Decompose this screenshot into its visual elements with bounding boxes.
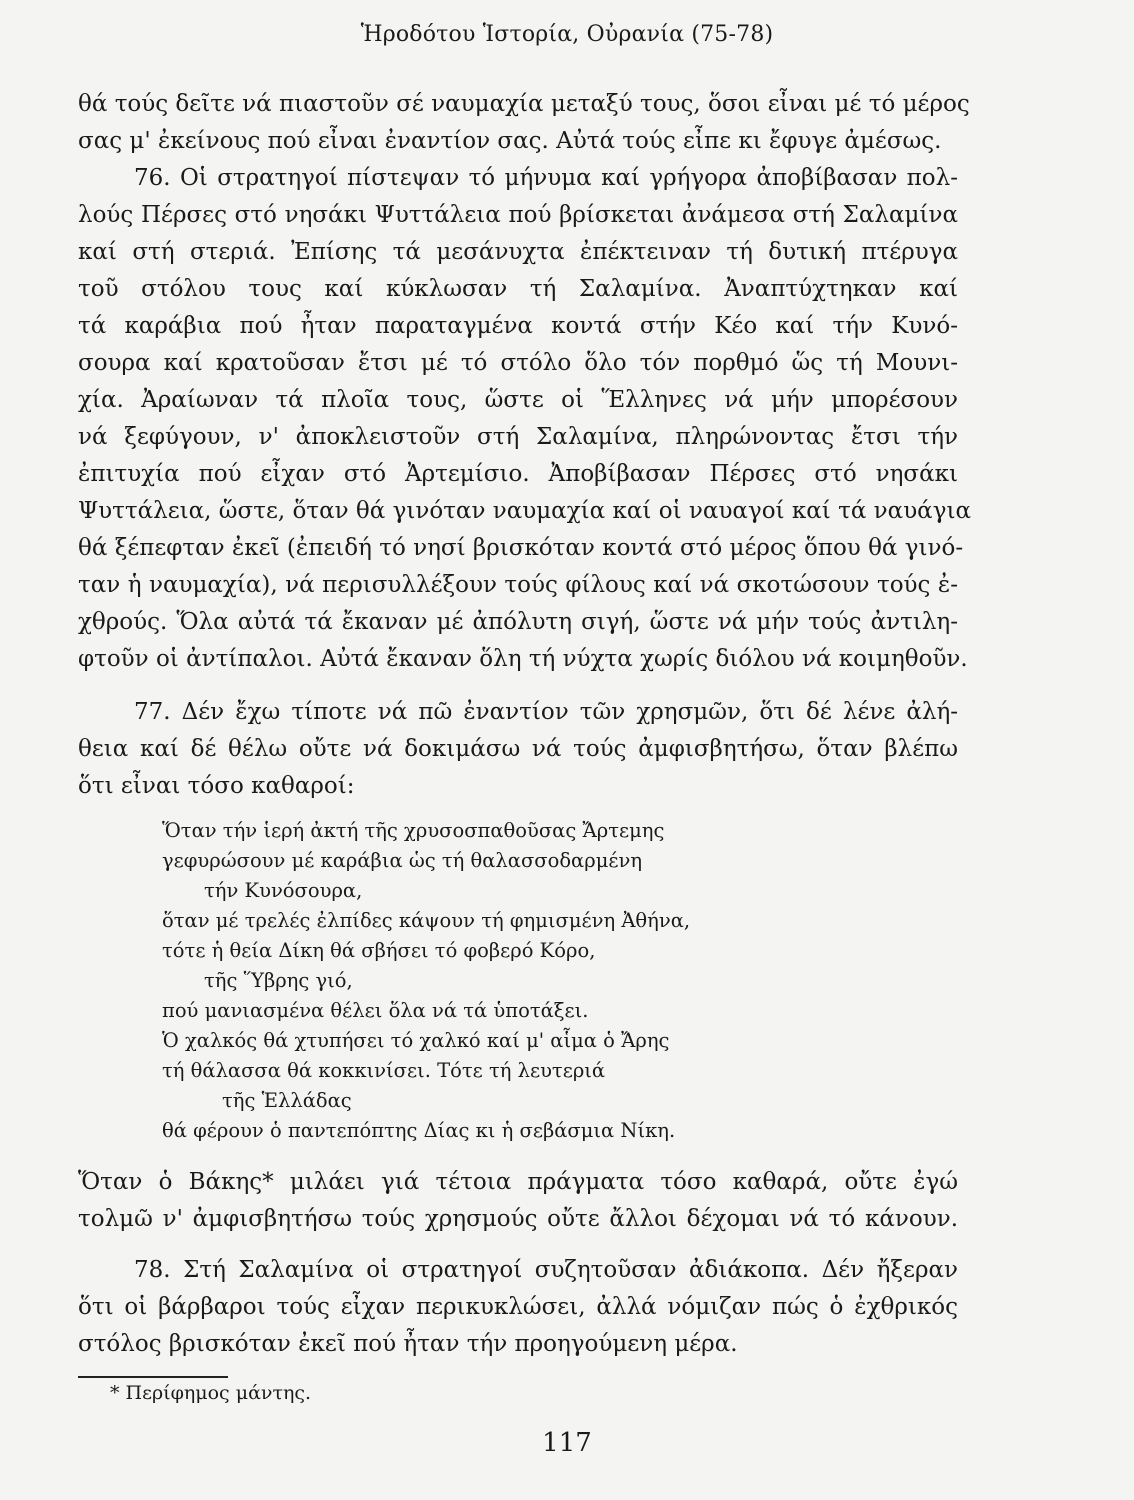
section-78 [78,1252,958,1363]
section-77 [78,694,958,805]
text-line: ὅτι εἶναι τόσο καθαροί: [78,773,355,799]
poem-line: Ὁ χαλκός θά χτυπήσει τό χαλκό καί μ' αἷμα ὁ Ἄρης [162,1029,670,1052]
text-line: ὅτι οἱ βάρβαροι τούς εἶχαν περικυκλώσει, ἀλλά νόμιζαν πώς ὁ ἐχθρικός [78,1294,958,1320]
section-76 [78,160,972,678]
text-line: χία. Ἀραίωναν τά πλοῖα τους, ὥστε οἱ Ἕλληνες νά μήν μπορέσουν [78,387,958,413]
text-line: στόλος βρισκόταν ἐκεῖ πού ἦταν τήν προηγούμενη μέρα. [78,1331,738,1357]
poem-line: τῆς Ἑλλάδας [222,1089,352,1112]
text-line: θεια καί δέ θέλω οὔτε νά δοκιμάσω νά τούς ἀμφισβητήσω, ὅταν βλέπω [78,736,958,762]
text-line: τολμῶ ν' ἀμφισβητήσω τούς χρησμούς οὔτε ἄλλοι δέχομαι νά τό κάνουν. [78,1206,958,1232]
text-line: καί στή στεριά. Ἐπίσης τά μεσάνυχτα ἐπέκτειναν τή δυτική πτέρυγα [78,239,958,265]
paragraph-continuation [78,86,970,160]
text-line: θά ξέπεφταν ἐκεῖ (ἐπειδή τό νησί βρισκόταν κοντά στό μέρος ὅπου θά γινό- [78,535,964,561]
text-line: 78. Στή Σαλαμίνα οἱ στρατηγοί συζητοῦσαν ἀδιάκοπα. Δέν ἤξεραν [134,1257,958,1283]
text-line: ταν ἡ ναυμαχία), νά περισυλλέξουν τούς φίλους καί νά σκοτώσουν τούς ἐ- [78,572,958,598]
running-header: Ἡροδότου Ἱστορία, Οὐρανία (75-78) [360,22,774,47]
text-line: 77. Δέν ἔχω τίποτε νά πῶ ἐναντίον τῶν χρησμῶν, ὅτι δέ λένε ἀλή- [134,699,958,725]
poem-line: τή θάλασσα θά κοκκινίσει. Τότε τή λευτεριά [162,1059,606,1082]
text-line: χθρούς. Ὅλα αὐτά τά ἔκαναν μέ ἀπόλυτη σιγή, ὥστε νά μήν τούς ἀντιλη- [78,609,958,635]
text-line: φτοῦν οἱ ἀντίπαλοι. Αὐτά ἔκαναν ὅλη τή νύχτα χωρίς διόλου νά κοιμηθοῦν. [78,646,968,672]
poem-line: τῆς Ὕβρης γιό, [204,969,353,992]
poem-line: θά φέρουν ὁ παντεπόπτης Δίας κι ἡ σεβάσμια Νίκη. [162,1119,676,1142]
footnote-rule [78,1376,228,1378]
paragraph-after-poem [78,1164,958,1238]
poem-line: Ὅταν τήν ἱερή ἀκτή τῆς χρυσοσπαθοῦσας Ἄρτεμης [162,819,665,842]
text-line: σας μ' ἐκείνους πού εἶναι ἐναντίον σας. Αὐτά τούς εἶπε κι ἔφυγε ἀμέσως. [78,128,942,154]
text-line: τοῦ στόλου τους καί κύκλωσαν τή Σαλαμίνα. Ἀναπτύχτηκαν καί [78,276,958,302]
poem-line: γεφυρώσουν μέ καράβια ὡς τή θαλασσοδαρμένη [162,849,643,872]
text-line: λούς Πέρσες στό νησάκι Ψυττάλεια πού βρίσκεται ἀνάμεσα στή Σαλαμίνα [78,202,958,228]
text-line: σουρα καί κρατοῦσαν ἔτσι μέ τό στόλο ὅλο τόν πορθμό ὥς τή Μουνι- [78,350,958,376]
text-line: ἐπιτυχία πού εἶχαν στό Ἀρτεμίσιο. Ἀποβίβασαν Πέρσες στό νησάκι [78,461,958,487]
footnote: * Περίφημος μάντης. [110,1382,312,1404]
text-line: Ψυττάλεια, ὥστε, ὅταν θά γινόταν ναυμαχία καί οἱ ναυαγοί καί τά ναυάγια [78,498,972,524]
page-number: 117 [542,1428,592,1458]
text-line: 76. Οἱ στρατηγοί πίστεψαν τό μήνυμα καί γρήγορα ἀποβίβασαν πολ- [134,165,958,191]
text-line: Ὅταν ὁ Βάκης* μιλάει γιά τέτοια πράγματα τόσο καθαρά, οὔτε ἐγώ [78,1169,958,1195]
text-line: τά καράβια πού ἦταν παραταγμένα κοντά στήν Κέο καί τήν Κυνό- [78,313,958,339]
text-line: νά ξεφύγουν, ν' ἀποκλειστοῦν στή Σαλαμίνα, πληρώνοντας ἔτσι τήν [78,424,958,450]
poem-line: τήν Κυνόσουρα, [204,879,363,902]
text-line: θά τούς δεῖτε νά πιαστοῦν σέ ναυμαχία μεταξύ τους, ὅσοι εἶναι μέ τό μέρος [78,91,970,117]
poem-line: τότε ἡ θεία Δίκη θά σβήσει τό φοβερό Κόρο, [162,939,596,962]
poem-line: πού μανιασμένα θέλει ὅλα νά τά ὑποτάξει. [162,999,589,1022]
oracle-poem [162,816,922,1146]
poem-line: ὅταν μέ τρελές ἐλπίδες κάψουν τή φημισμένη Ἀθήνα, [162,909,691,932]
